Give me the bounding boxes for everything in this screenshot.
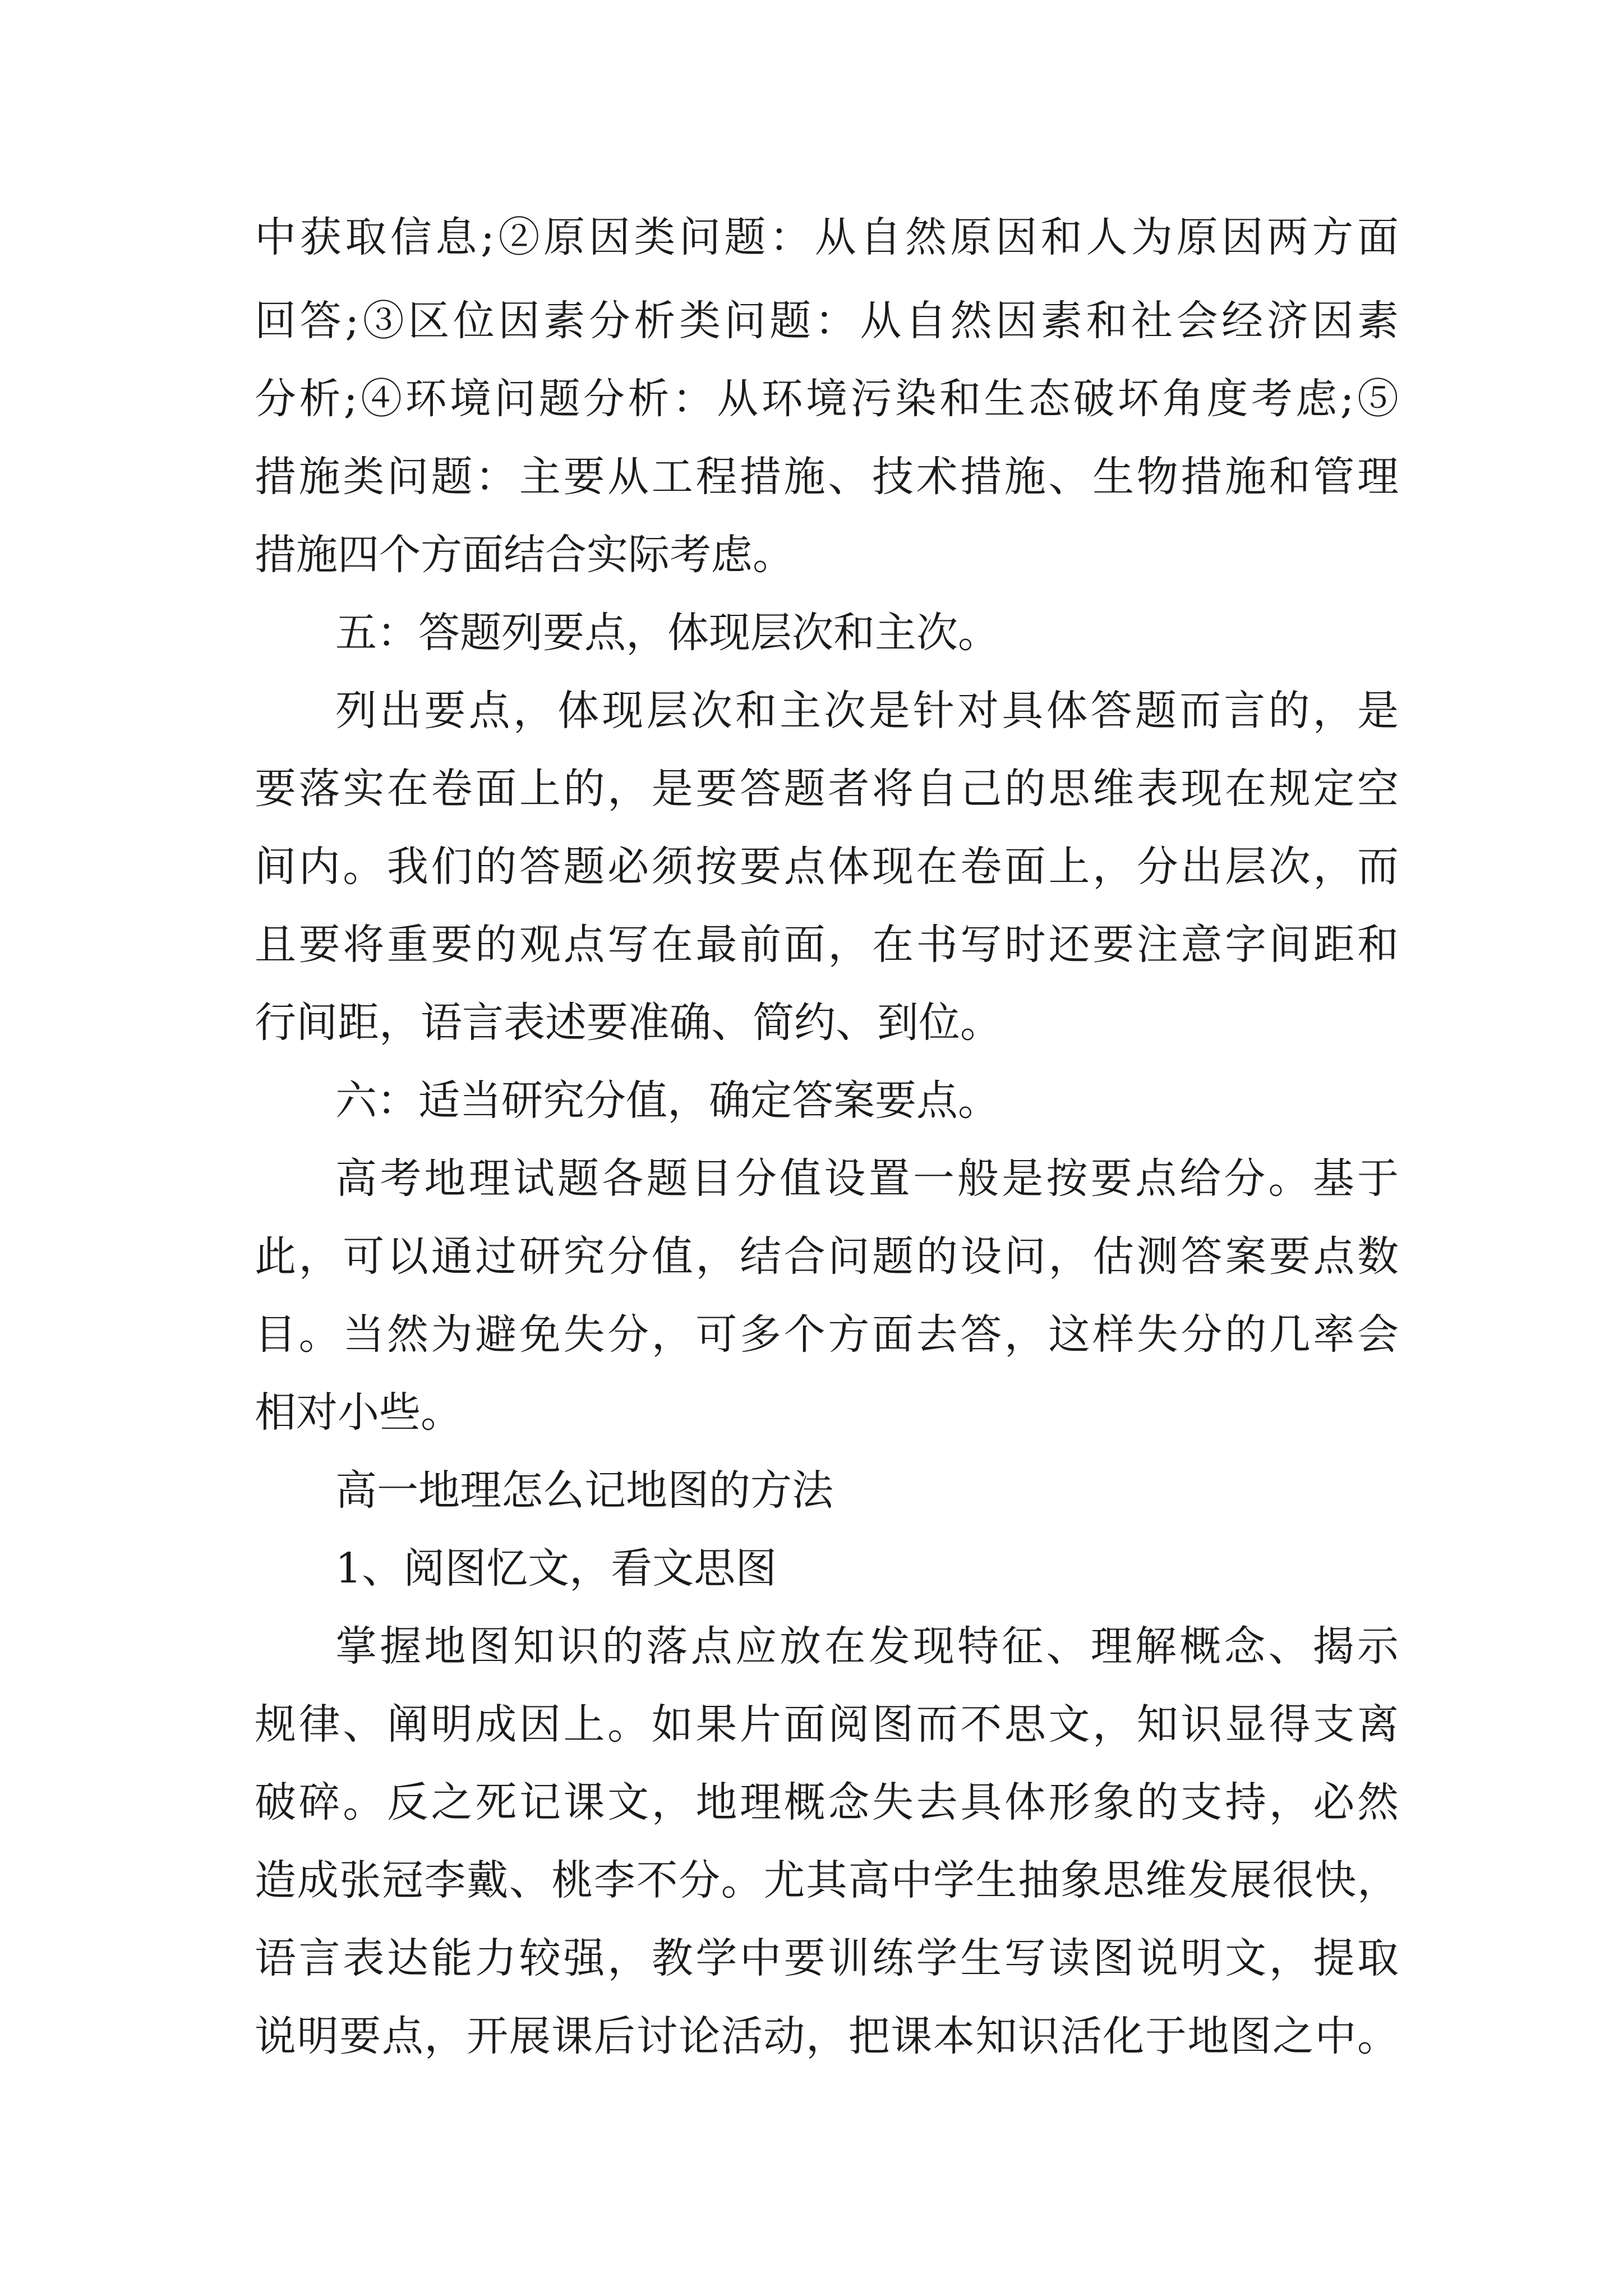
text-line: 目。当然为避免失分，可多个方面去答，这样失分的几率会 <box>255 1310 1399 1359</box>
text-line: 规律、阐明成因上。如果片面阅图而不思文，知识显得支离 <box>255 1700 1399 1749</box>
text-line: 语言表达能力较强，教学中要训练学生写读图说明文，提取 <box>255 1934 1399 1982</box>
text-line: 中获取信息;②原因类问题：从自然原因和人为原因两方面 <box>255 213 1399 261</box>
section-heading: 五：答题列要点，体现层次和主次。 <box>335 609 999 657</box>
section-title: 高一地理怎么记地图的方法 <box>335 1466 833 1515</box>
text-line: 高考地理试题各题目分值设置一般是按要点给分。基于 <box>335 1154 1399 1203</box>
text-line: 相对小些。 <box>255 1388 462 1437</box>
text-line: 分析;④环境问题分析：从环境污染和生态破坏角度考虑;⑤ <box>255 375 1399 423</box>
text-line: 列出要点，体现层次和主次是针对具体答题而言的，是 <box>335 687 1399 735</box>
text-line: 且要将重要的观点写在最前面，在书写时还要注意字间距和 <box>255 921 1399 969</box>
text-line: 措施四个方面结合实际考虑。 <box>255 531 794 579</box>
text-line: 间内。我们的答题必须按要点体现在卷面上，分出层次，而 <box>255 843 1399 891</box>
text-line: 掌握地图知识的落点应放在发现特征、理解概念、揭示 <box>335 1622 1399 1671</box>
text-line: 说明要点，开展课后讨论活动，把课本知识活化于地图之中。 <box>255 2012 1399 2060</box>
text-line: 破碎。反之死记课文，地理概念失去具体形象的支持，必然 <box>255 1778 1399 1826</box>
text-line: 要落实在卷面上的，是要答题者将自己的思维表现在规定空 <box>255 765 1399 813</box>
section-heading: 六：适当研究分值，确定答案要点。 <box>335 1076 999 1125</box>
subsection-heading: 1、阅图忆文，看文思图 <box>335 1544 777 1593</box>
text-line: 措施类问题：主要从工程措施、技术措施、生物措施和管理 <box>255 453 1399 501</box>
text-line: 行间距，语言表述要准确、简约、到位。 <box>255 999 1002 1047</box>
text-line: 此，可以通过研究分值，结合问题的设问，估测答案要点数 <box>255 1232 1399 1281</box>
text-line: 回答;③区位因素分析类问题：从自然因素和社会经济因素 <box>255 297 1399 345</box>
text-line: 造成张冠李戴、桃李不分。尤其高中学生抽象思维发展很快， <box>255 1856 1399 1904</box>
